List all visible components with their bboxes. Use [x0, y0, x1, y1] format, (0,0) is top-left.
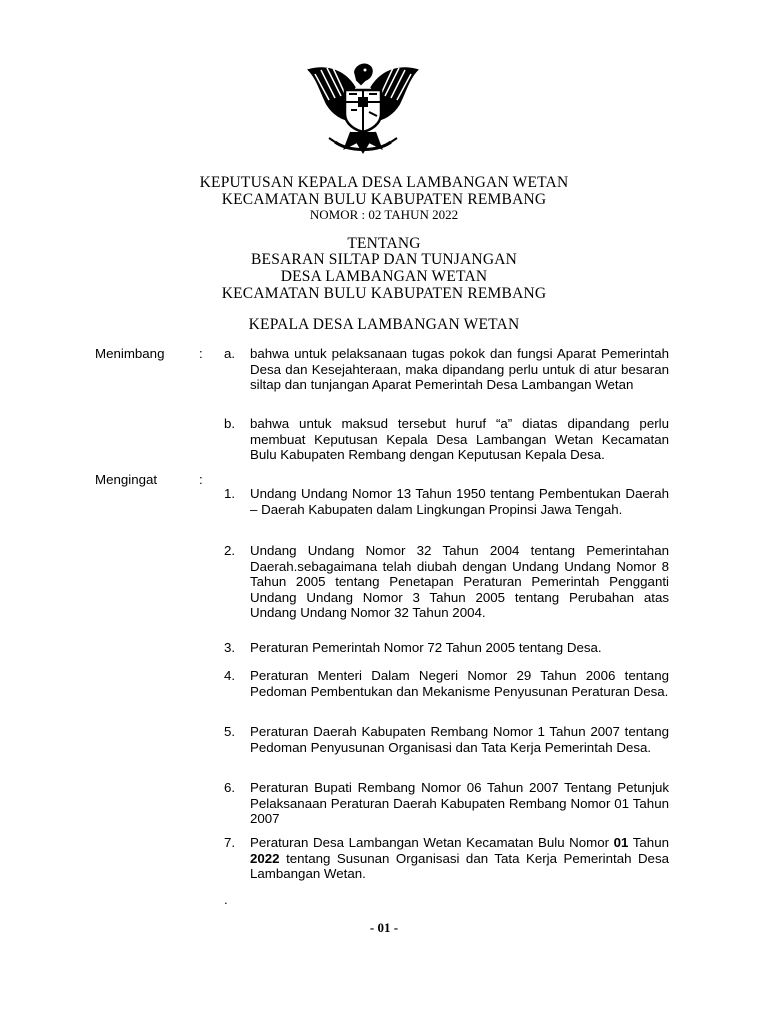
trailing-dot: . [224, 892, 228, 907]
tentang-label: TENTANG [347, 235, 421, 252]
decree-number: NOMOR : 02 TAHUN 2022 [309, 207, 459, 222]
mengingat-item-2: Undang Undang Nomor 32 Tahun 2004 tentang Pemerintahan Daerah.sebagaimana telah diubah dengan Undang Undang Nomor 8 Tahun 2005 tentang Penetapan Peraturan Pemerintah Pengganti Undang Undang Nomor 3 Tahun 2005 tentang Perubahan atas Undang Undang Nomor 32 Tahun 2004. [250, 543, 669, 621]
mengingat-item-6: Peraturan Bupati Rembang Nomor 06 Tahun 2007 Tentang Petunjuk Pelaksanaan Peraturan Daerah Kabupaten Rembang Nomor 01 Tahun 2007 [250, 780, 669, 827]
decree-title-line-2: KECAMATAN BULU KABUPATEN REMBANG [221, 191, 547, 208]
tentang-line-2: DESA LAMBANGAN WETAN [280, 268, 488, 285]
menimbang-marker-b: b. [224, 416, 236, 431]
garuda-emblem-icon [305, 58, 421, 158]
item-7-tahun: 2022 [250, 850, 280, 866]
mengingat-item-7 [250, 835, 669, 882]
mengingat-marker-7: 7. [224, 835, 236, 850]
item-7-nomor: 01 [613, 835, 629, 850]
decree-title-line-1: KEPUTUSAN KEPALA DESA LAMBANGAN WETAN [199, 174, 569, 191]
mengingat-marker-5: 5. [224, 724, 236, 739]
mengingat-item-3: Peraturan Pemerintah Nomor 72 Tahun 2005 tentang Desa. [250, 640, 602, 655]
mengingat-colon: : [199, 472, 203, 487]
menimbang-item-a: bahwa untuk pelaksanaan tugas pokok dan fungsi Aparat Pemerintah Desa dan Kesejahteraan, maka dipandang perlu untuk di atur besaran siltap dan tunjangan Aparat Pemerintah Desa Lambangan Wetan [250, 346, 669, 393]
menimbang-colon: : [199, 346, 203, 361]
menimbang-label: Menimbang [95, 346, 165, 361]
menimbang-marker-a: a. [224, 346, 236, 361]
item-7-text-mid: Tahun [628, 835, 669, 850]
mengingat-item-4: Peraturan Menteri Dalam Negeri Nomor 29 Tahun 2006 tentang Pedoman Pembentukan dan Mekanisme Penyusunan Peraturan Desa. [250, 668, 669, 699]
mengingat-label: Mengingat [95, 472, 158, 487]
mengingat-marker-4: 4. [224, 668, 236, 683]
issuer-title: KEPALA DESA LAMBANGAN WETAN [248, 316, 520, 333]
item-7-text-after: tentang Susunan Organisasi dan Tata Kerja Pemerintah Desa Lambangan Wetan. [250, 850, 669, 882]
menimbang-item-b: bahwa untuk maksud tersebut huruf “a” diatas dipandang perlu membuat Keputusan Kepala Desa Lambangan Wetan Kecamatan Bulu Kabupaten Rembang dengan Keputusan Kepala Desa. [250, 416, 669, 463]
mengingat-item-5: Peraturan Daerah Kabupaten Rembang Nomor 1 Tahun 2007 tentang Pedoman Penyusunan Organisasi dan Tata Kerja Pemerintah Desa. [250, 724, 669, 755]
mengingat-marker-6: 6. [224, 780, 236, 795]
page-number: - 01 - [369, 920, 399, 935]
mengingat-marker-2: 2. [224, 543, 236, 558]
mengingat-marker-1: 1. [224, 486, 236, 501]
tentang-line-1: BESARAN SILTAP DAN TUNJANGAN [250, 251, 518, 268]
mengingat-marker-3: 3. [224, 640, 236, 655]
item-7-text-before: Peraturan Desa Lambangan Wetan Kecamatan Bulu Nomor [250, 835, 614, 850]
tentang-line-3: KECAMATAN BULU KABUPATEN REMBANG [221, 285, 547, 302]
mengingat-item-1: Undang Undang Nomor 13 Tahun 1950 tentang Pembentukan Daerah – Daerah Kabupaten dalam Lingkungan Propinsi Jawa Tengah. [250, 486, 669, 517]
